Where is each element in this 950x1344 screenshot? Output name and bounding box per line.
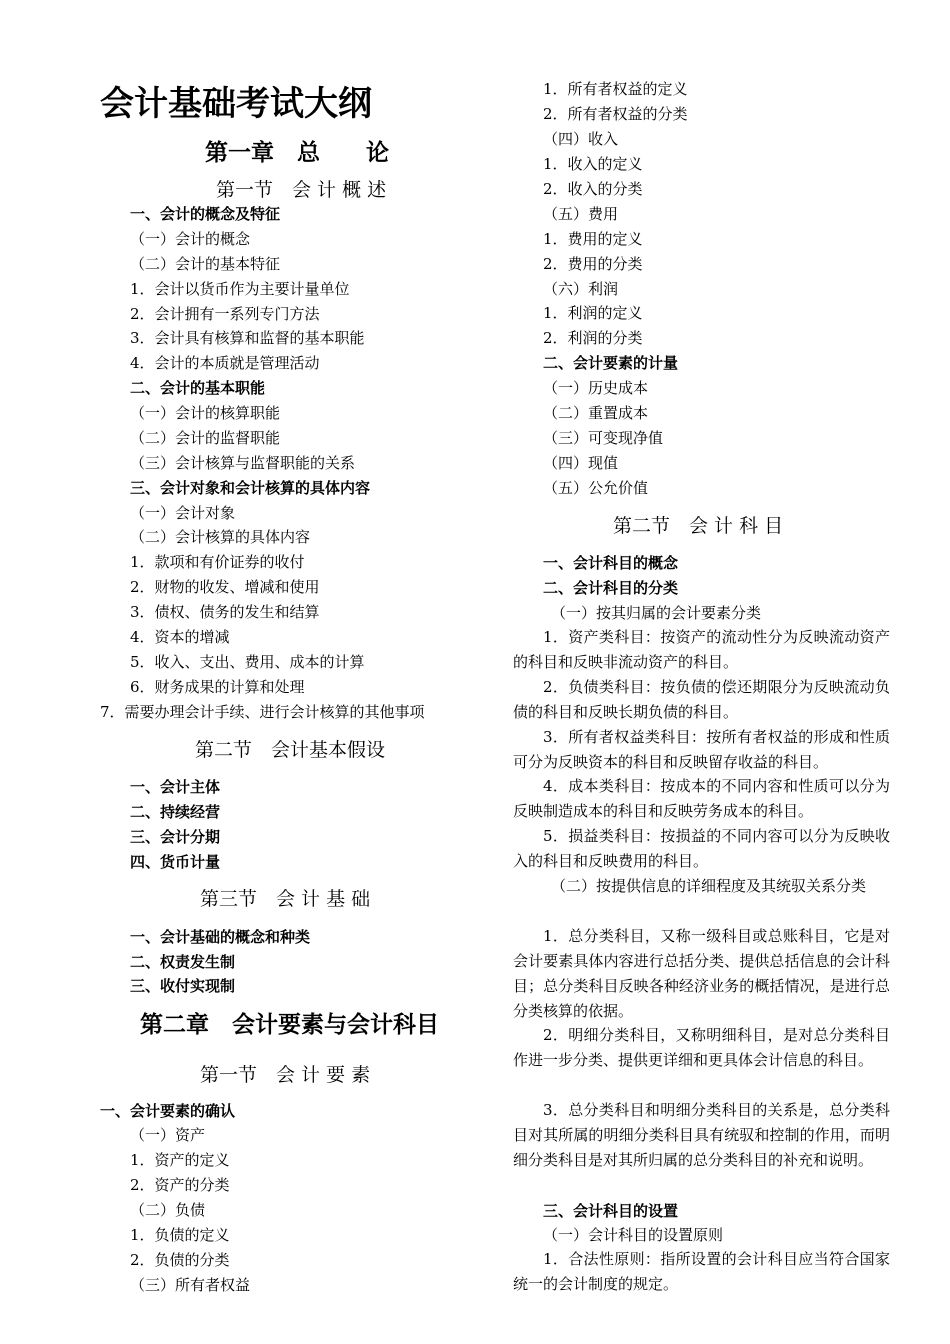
paragraph: 1．总分类科目，又称一级科目或总账科目，它是对会计要素具体内容进行总括分类、提供总括信息的会计科目；总分类科目反映各种经济业务的概括情况，是进行总分类核算的依据。 [513,927,890,1020]
outline-item: 1．负债的定义 [130,1226,230,1244]
outline-item: （一）按其归属的会计要素分类 [551,604,762,622]
outline-item: （一）历史成本 [543,379,649,397]
outline-heading: 四、货币计量 [130,853,221,871]
outline-item: （一）会计的概念 [130,230,251,248]
outline-item: （三）会计核算与监督职能的关系 [130,454,356,472]
outline-item: （二）会计核算的具体内容 [130,528,311,546]
outline-item: （一）会计的核算职能 [130,404,281,422]
paragraph: （二）按提供信息的详细程度及其统驭关系分类 [551,877,867,895]
outline-heading: 三、收付实现制 [130,977,236,995]
paragraph: 2．负债类科目：按负债的偿还期限分为反映流动负债的科目和反映长期负债的科目。 [513,678,890,721]
outline-item: （二）重置成本 [543,404,649,422]
document-title: 会计基础考试大纲 [100,84,372,124]
outline-item: 7．需要办理会计手续、进行会计核算的其他事项 [100,703,425,721]
outline-item: 5．收入、支出、费用、成本的计算 [130,653,365,671]
outline-item: （二）会计的基本特征 [130,255,281,273]
section-heading: 第三节 会 计 基 础 [200,888,371,910]
outline-item: 2．资产的分类 [130,1176,230,1194]
outline-heading: 二、会计要素的计量 [543,354,679,372]
outline-heading: 一、会计基础的概念和种类 [130,928,311,946]
chapter-2-heading: 第二章 会计要素与会计科目 [140,1012,439,1038]
outline-item: 1．利润的定义 [543,304,643,322]
outline-item: （一）会计科目的设置原则 [543,1226,724,1244]
outline-heading: 三、会计科目的设置 [543,1202,679,1220]
section-heading: 第二节 会 计 科 目 [613,515,784,537]
outline-item: （一）会计对象 [130,504,236,522]
outline-item: （二）会计的监督职能 [130,429,281,447]
outline-heading: 三、会计分期 [130,828,221,846]
outline-item: 4．资本的增减 [130,628,230,646]
paragraph: 1．资产类科目：按资产的流动性分为反映流动资产的科目和反映非流动资产的科目。 [513,628,890,671]
outline-item: （二）负债 [130,1201,206,1219]
outline-item: 1．所有者权益的定义 [543,80,688,98]
outline-item: 4．会计的本质就是管理活动 [130,354,320,372]
outline-heading: 二、权责发生制 [130,953,236,971]
outline-item: 2．负债的分类 [130,1251,230,1269]
outline-item: 3．债权、债务的发生和结算 [130,603,320,621]
paragraph: 5．损益类科目：按损益的不同内容可以分为反映收入的科目和反映费用的科目。 [513,827,890,870]
outline-item: 1．资产的定义 [130,1151,230,1169]
outline-heading: 一、会计的概念及特征 [130,205,281,223]
outline-item: 1．费用的定义 [543,230,643,248]
paragraph: 3．总分类科目和明细分类科目的关系是，总分类科目对其所属的明细分类科目具有统驭和控制的作用，而明细分类科目是对其所归属的总分类科目的补充和说明。 [513,1101,890,1169]
outline-item: 3．会计具有核算和监督的基本职能 [130,329,365,347]
paragraph: 1．合法性原则：指所设置的会计科目应当符合国家统一的会计制度的规定。 [513,1250,890,1293]
outline-item: 6．财务成果的计算和处理 [130,678,305,696]
outline-item: 1．收入的定义 [543,155,643,173]
outline-heading: 一、会计主体 [130,778,221,796]
paragraph: 4．成本类科目：按成本的不同内容和性质可以分为反映制造成本的科目和反映劳务成本的科目。 [513,777,890,820]
outline-item: 2．财物的收发、增减和使用 [130,578,320,596]
outline-heading: 二、会计的基本职能 [130,379,266,397]
outline-heading: 二、会计科目的分类 [543,579,679,597]
outline-item: 2．利润的分类 [543,329,643,347]
outline-item: （四）收入 [543,130,619,148]
outline-item: （一）资产 [130,1126,206,1144]
outline-heading: 一、会计科目的概念 [543,554,679,572]
outline-item: （五）费用 [543,205,619,223]
outline-item: 2．收入的分类 [543,180,643,198]
outline-item: 2．费用的分类 [543,255,643,273]
paragraph: 2．明细分类科目，又称明细科目，是对总分类科目作进一步分类、提供更详细和更具体会计信息的科目。 [513,1026,890,1069]
outline-heading: 二、持续经营 [130,803,221,821]
section-heading: 第一节 会 计 要 素 [200,1064,371,1086]
outline-heading: 三、会计对象和会计核算的具体内容 [130,479,371,497]
chapter-1-heading: 第一章 总 论 [205,140,389,166]
outline-item: 2．所有者权益的分类 [543,105,688,123]
outline-heading: 一、会计要素的确认 [100,1102,236,1120]
outline-item: （六）利润 [543,280,619,298]
outline-item: （四）现值 [543,454,619,472]
outline-item: （三）所有者权益 [130,1276,251,1294]
outline-item: 1．款项和有价证券的收付 [130,553,305,571]
paragraph: 3．所有者权益类科目：按所有者权益的形成和性质可分为反映资本的科目和反映留存收益的科目。 [513,728,890,771]
section-heading: 第一节 会 计 概 述 [216,179,387,201]
outline-item: 1．会计以货币作为主要计量单位 [130,280,350,298]
outline-item: （五）公允价值 [543,479,649,497]
section-heading: 第二节 会计基本假设 [195,739,386,761]
outline-item: 2．会计拥有一系列专门方法 [130,305,320,323]
outline-item: （三）可变现净值 [543,429,664,447]
